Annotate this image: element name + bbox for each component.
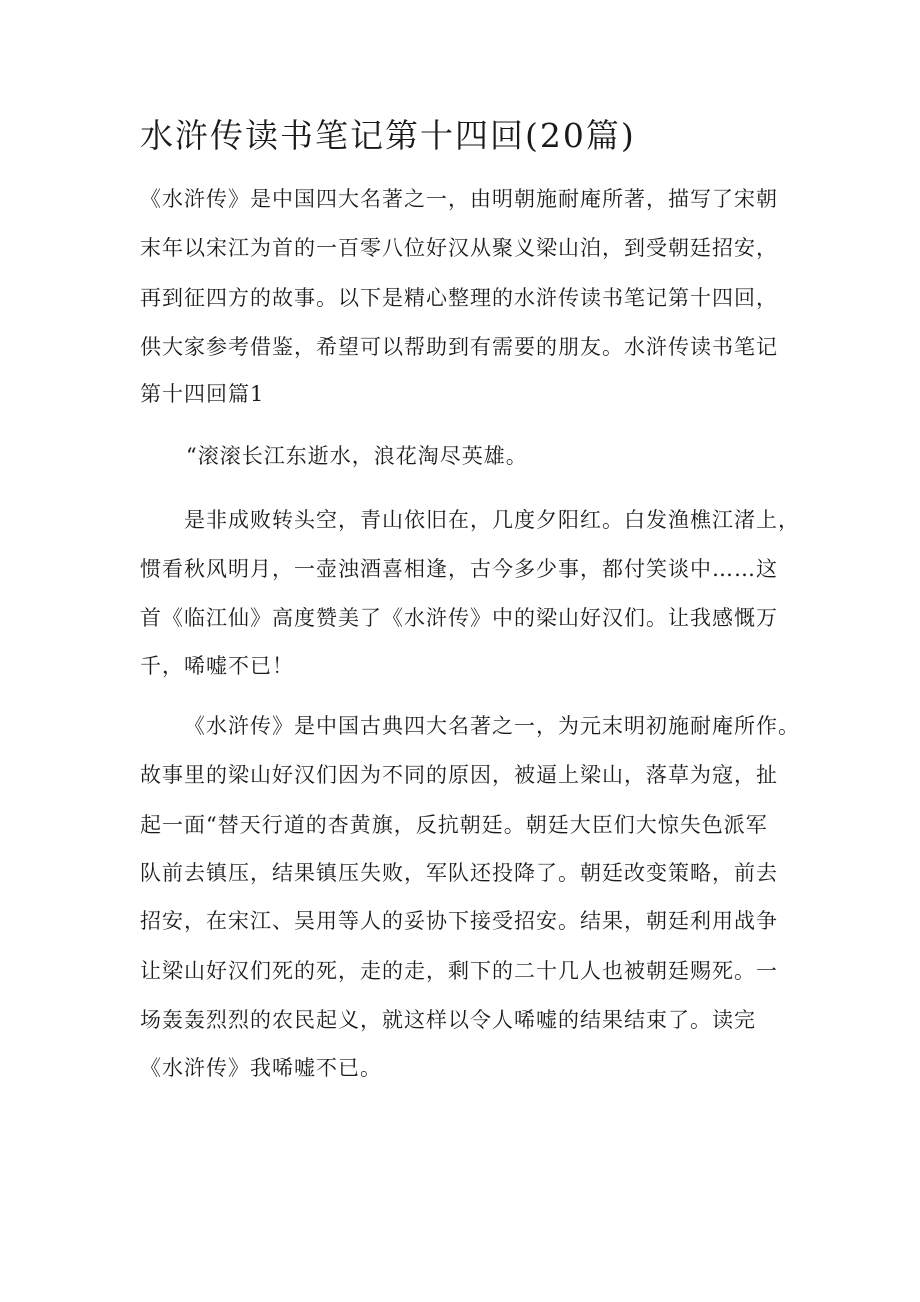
paragraph2-line: 《水浒传》我唏嘘不已。 <box>140 1056 382 1080</box>
paragraph1-line: 是非成败转头空，青山依旧在，几度夕阳红。白发渔樵江渚上， <box>184 508 800 532</box>
intro-line: 第十四回篇1 <box>140 382 265 406</box>
intro-line: 末年以宋江为首的一百零八位好汉从聚义梁山泊，到受朝廷招安， <box>140 236 778 260</box>
paragraph2-line: 让梁山好汉们死的死，走的走，剩下的二十几人也被朝廷赐死。一 <box>140 959 778 983</box>
poem-line: “滚滚长江东逝水，浪花淘尽英雄。 <box>186 444 528 468</box>
intro-line: 供大家参考借鉴，希望可以帮助到有需要的朋友。水浒传读书笔记 <box>140 335 778 359</box>
paragraph2-line: 起一面“替天行道的杏黄旗，反抗朝廷。朝廷大臣们大惊失色派军 <box>140 813 768 837</box>
intro-line: 再到征四方的故事。以下是精心整理的水浒传读书笔记第十四回， <box>140 286 778 310</box>
paragraph2-line: 招安，在宋江、吴用等人的妥协下接受招安。结果，朝廷利用战争 <box>140 909 778 933</box>
intro-line: 《水浒传》是中国四大名著之一，由明朝施耐庵所著，描写了宋朝 <box>140 187 778 211</box>
paragraph1-line: 千，唏嘘不已！ <box>140 654 294 678</box>
paragraph1-line: 首《临江仙》高度赞美了《水浒传》中的梁山好汉们。让我感慨万 <box>140 606 778 630</box>
paragraph2-line: 队前去镇压，结果镇压失败，军队还投降了。朝廷改变策略，前去 <box>140 861 778 885</box>
paragraph1-line: 惯看秋风明月，一壶浊酒喜相逢，古今多少事，都付笑谈中……这 <box>140 557 778 581</box>
paragraph2-line: 故事里的梁山好汉们因为不同的原因，被逼上梁山，落草为寇，扯 <box>140 763 778 787</box>
paragraph2-line: 《水浒传》是中国古典四大名著之一，为元末明初施耐庵所作。 <box>184 714 800 738</box>
paragraph2-line: 场轰轰烈烈的农民起义，就这样以令人唏嘘的结果结束了。读完 <box>140 1008 756 1032</box>
document-title: 水浒传读书笔记第十四回(20篇) <box>140 116 636 155</box>
